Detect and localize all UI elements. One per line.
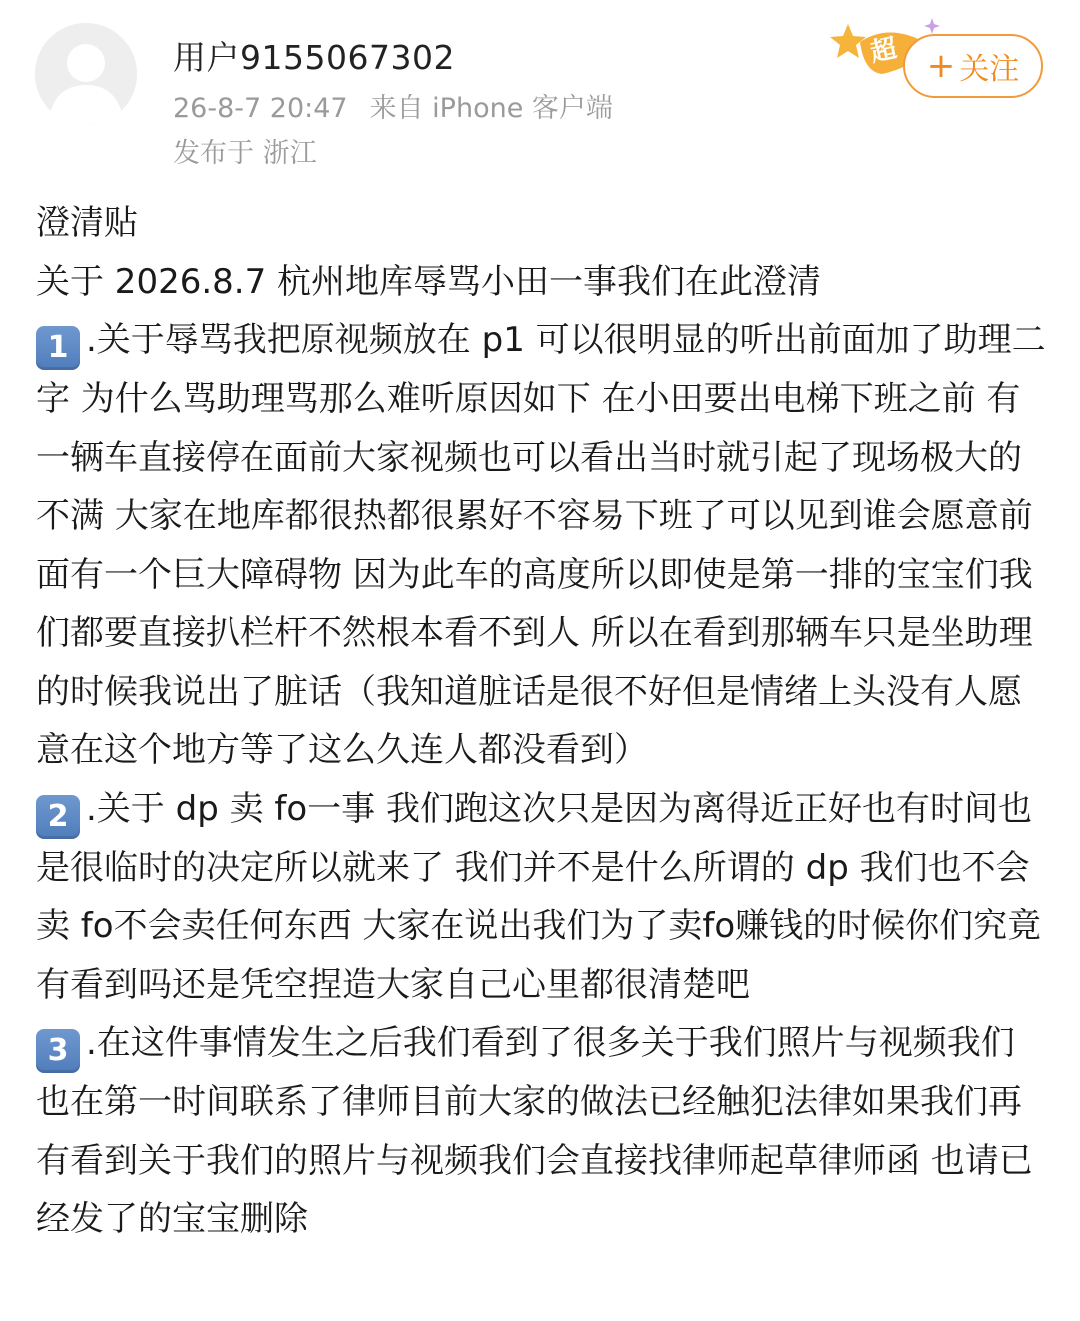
post-meta — [173, 86, 613, 125]
follow-button[interactable] — [903, 34, 1043, 98]
post-intro: 关于 2026.8.7 杭州地库辱骂小田一事我们在此澄清 — [36, 261, 822, 302]
post-point-text: .关于辱骂我把原视频放在 p1 可以很明显的听出前面加了助理二字 为什么骂助理骂那么难听原因如下 在小田要出电梯下班之前 有一辆车直接停在面前大家视频也可以看出当时就引起了现场极大的不满 大家在地库都很热都很累好不容易下班了可以见到谁会愿意前面有一个巨大障碍物 因为此车的高度所以即使是第一排的宝宝们我们都要直接扒栏杆不然根本看不到人 所以在看到那辆车只是坐助理的时候我说出了脏话（我知道脏话是很不好但是情绪上头没有人愿意在这个地方等了这么久连人都没看到） — [36, 320, 1046, 770]
username[interactable]: 用户9155067302 — [173, 38, 455, 77]
plus-icon: + — [926, 46, 956, 86]
keycap-3-icon: 3 — [36, 1029, 80, 1073]
avatar[interactable] — [35, 23, 137, 125]
post-source: 来自 iPhone 客户端 — [369, 93, 613, 124]
keycap-2-icon: 2 — [36, 795, 80, 839]
keycap-1-icon: 1 — [36, 326, 80, 370]
post-point-1 — [36, 311, 1046, 780]
post-header — [0, 0, 1080, 190]
post-point-3 — [36, 1014, 1046, 1249]
post-title: 澄清贴 — [36, 203, 138, 243]
post-point-text: .在这件事情发生之后我们看到了很多关于我们照片与视频我们也在第一时间联系了律师目前大家的做法已经触犯法律如果我们再有看到关于我们的照片与视频我们会直接找律师起草律师函 也请已经发了的宝宝删除 — [36, 1023, 1033, 1239]
default-avatar-icon — [35, 23, 137, 125]
post-body — [36, 194, 1046, 1249]
post-point-text: .关于 dp 卖 fo一事 我们跑这次只是因为离得近正好也有时间也是很临时的决定所以就来了 我们并不是什么所谓的 dp 我们也不会卖 fo不会卖任何东西 大家在说出我们为了卖fo赚钱的时候你们究竟有看到吗还是凭空捏造大家自己心里都很清楚吧 — [36, 788, 1042, 1005]
post-timestamp: 26-8-7 20:47 — [173, 93, 348, 124]
post-location: 发布于 浙江 — [173, 138, 317, 169]
super-badge-label: 超 — [867, 33, 900, 69]
post-point-2 — [36, 780, 1046, 1015]
follow-label: 关注 — [959, 52, 1020, 87]
